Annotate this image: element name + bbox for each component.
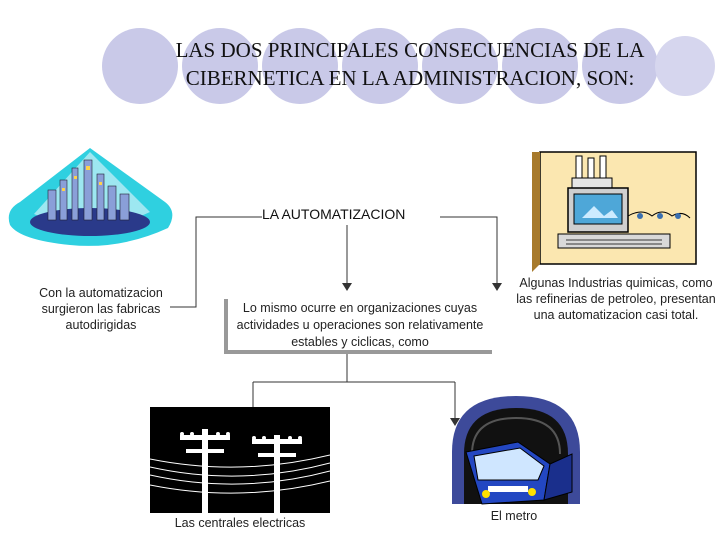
metro-train-clipart (448, 392, 584, 506)
example-label-metro: El metro (490, 509, 538, 523)
center-note: Lo mismo ocurre en organizaciones cuyas actividades u operaciones son relativamente estables y ciclicas, como (236, 301, 484, 349)
refinery-computer-clipart (532, 148, 704, 276)
futuristic-city-clipart (0, 140, 180, 250)
power-lines-clipart (150, 407, 330, 513)
root-node-automatizacion: LA AUTOMATIZACION (262, 206, 406, 222)
left-note: Con la automatizacion surgieron las fabricas autodirigidas (39, 286, 163, 332)
title-line-1: LAS DOS PRINCIPALES CONSECUENCIAS DE LA (175, 38, 645, 62)
title-line-2: CIBERNETICA EN LA ADMINISTRACION, SON: (185, 66, 635, 90)
right-note: Algunas Industrias quimicas, como las refinerias de petroleo, presentan una automatizacion casi total. (516, 276, 716, 322)
example-label-power-plants: Las centrales electricas (174, 516, 306, 530)
